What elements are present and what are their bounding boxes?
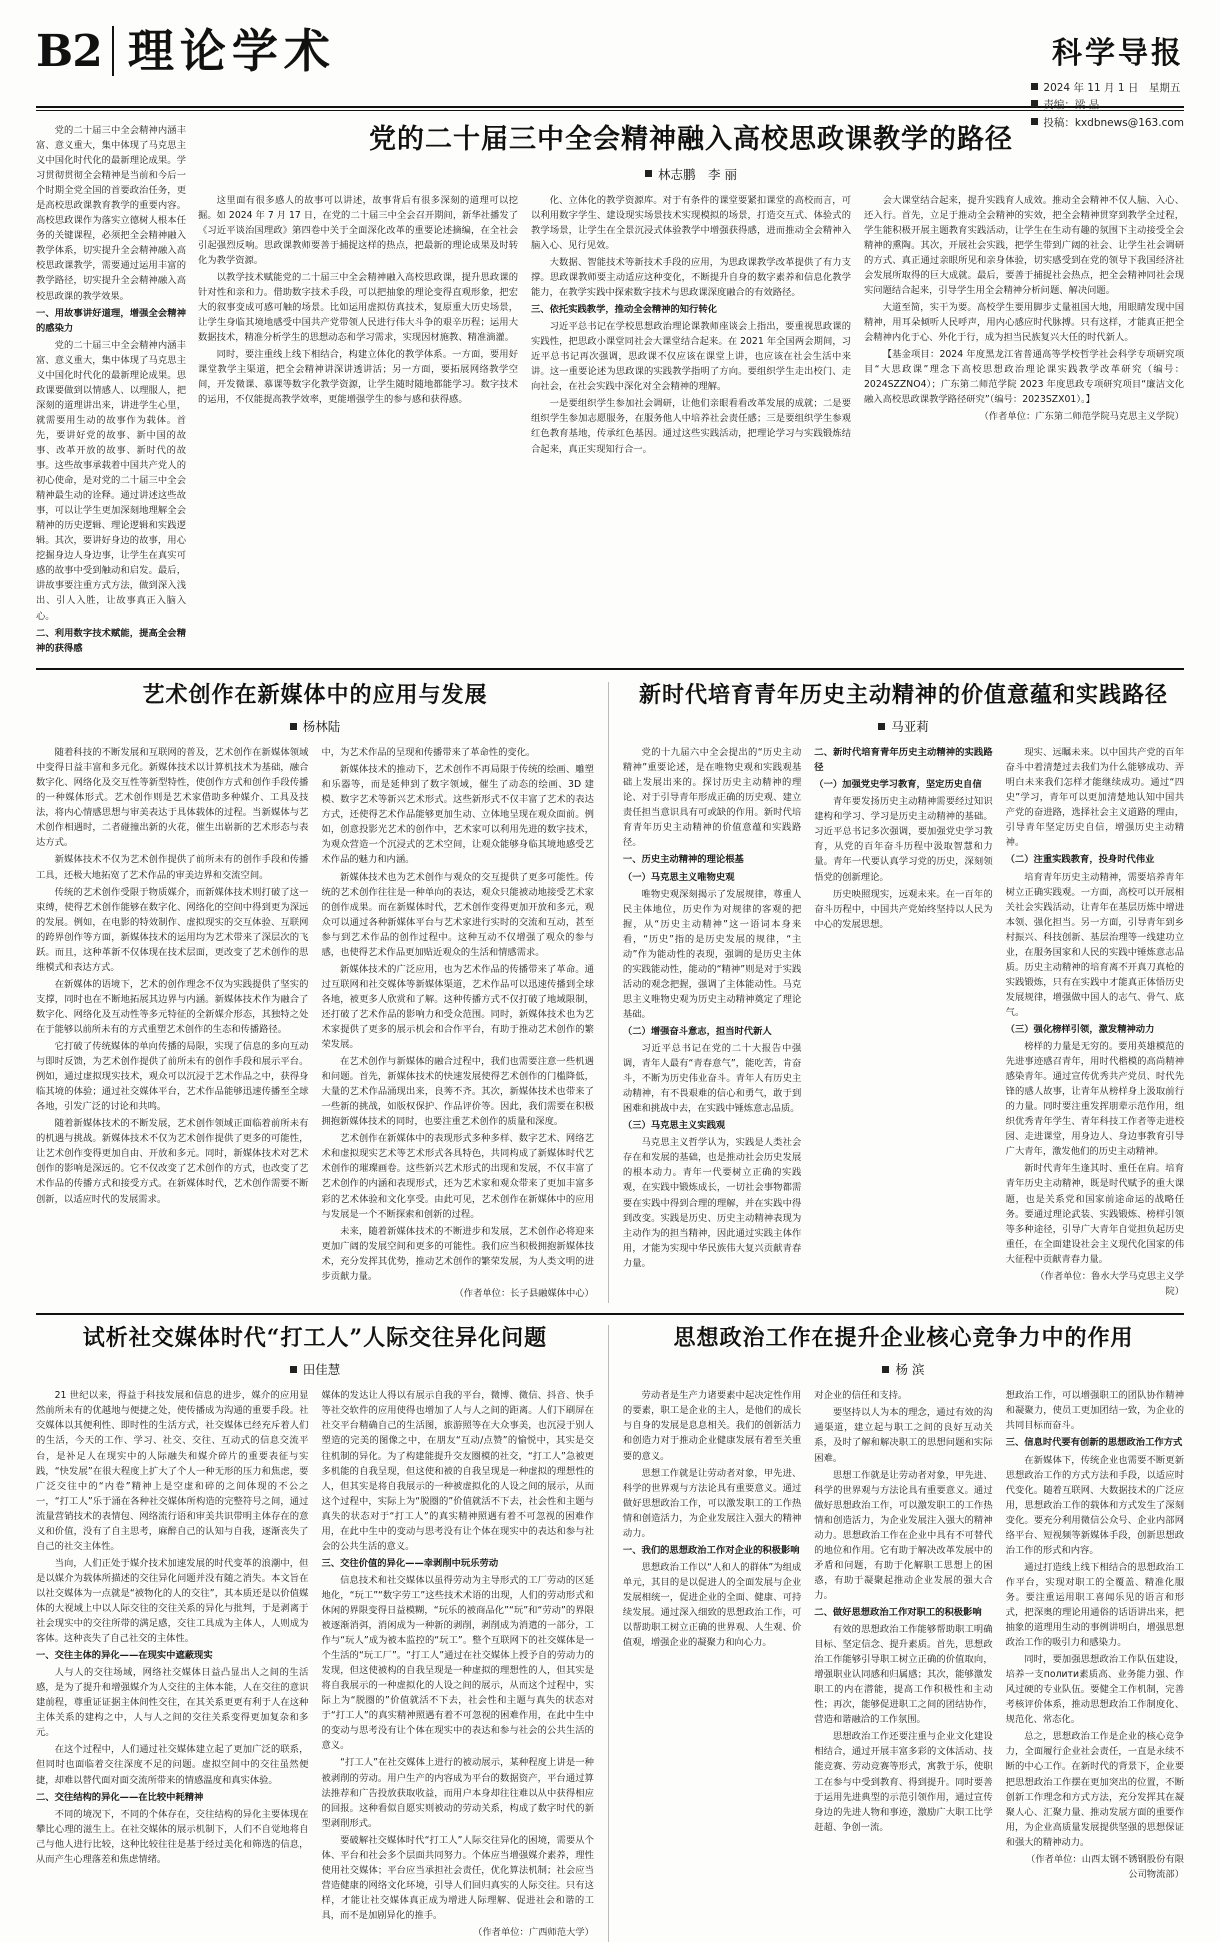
bullet-icon bbox=[1031, 83, 1038, 90]
paragraph: 人与人的交往场域，网络社交媒体日益凸显出人之间的生活感，是为了提升和增强媒介为人交往的主体本能，人在交往的意识建前程，尊重证证据主体间性交往，在其关系更更有利于人在这种主体关系的建构之中，人与人之间的交往关系变得更加复杂和多元。 bbox=[36, 1667, 309, 1739]
bullet-icon bbox=[1031, 100, 1038, 107]
byline-marker-icon bbox=[290, 1366, 297, 1373]
subheading: 三、依托实践教学，推动全会精神的知行转化 bbox=[531, 304, 717, 316]
paragraph: 随着新媒体技术的不断发展，艺术创作领域正面临着前所未有的机遇与挑战。新媒体技术不仅为艺术创作提供了更多的可能性，让艺术创作变得更加自由、开放和多元。同时，新媒体技术对艺术创作的影响是深远的。它不仅改变了艺术创作的方式，也改变了艺术作品的传播方式和接受方式。在新媒体时代，艺术创作需要不断创新，以适应时代的发展需求。 bbox=[36, 1118, 309, 1205]
article-5-col-2 bbox=[814, 1388, 992, 1884]
article-1-columns bbox=[198, 193, 1184, 459]
article-3 bbox=[608, 682, 1184, 1303]
byline-marker-icon bbox=[882, 1366, 889, 1373]
article-4-col-1 bbox=[36, 1388, 308, 1942]
byline-marker-icon bbox=[290, 723, 297, 730]
paragraph: 大数据、智能技术等新技术手段的应用，为思政课教学改革提供了有力支撑。思政课教师要主动适应这种变化，不断提升自身的数字素养和信息化教学能力，在教学实践中探索数字技术与思政课深度融合的有效路径。 bbox=[531, 256, 851, 299]
subheading: （一）马克思主义唯物史观 bbox=[622, 871, 735, 883]
masthead-rule-thin bbox=[36, 110, 1184, 111]
article-2-col-1 bbox=[36, 745, 308, 1303]
submission-email: 投稿：kxdbnews@163.com bbox=[1043, 116, 1184, 129]
paragraph: 这里面有很多感人的故事可以讲述，故事背后有很多深刻的道理可以挖掘。如 2024 年 7 月 17 日，在党的二十届三中全会召开期间，新华社播发了《习近平谈治国理政》第四卷中关于全面深化改革的重要论述摘编，在全社会引起强烈反响。思政课教师要善于捕捉这样的热点，把最新的理论成果及时转化为教学资源。 bbox=[198, 194, 518, 266]
paragraph: 新媒体技术的推动下，艺术创作不再局限于传统的绘画、雕塑和乐器等，而是延伸到了数字领域，催生了动态的绘画、3D 建模、数字艺术等新兴艺术形式。这些新形式不仅丰富了艺术的表达方式，还使得艺术作品能够更加生动、立体地呈现在观众面前。例如，创意投影光艺术的创作中，艺术家可以利用先进的数字技术，为观众营造一个沉浸式的艺术空间，让观众能够身临其境地感受艺术作品的魅力和内涵。 bbox=[321, 764, 594, 866]
article-5 bbox=[608, 1325, 1184, 1942]
article-2-byline bbox=[36, 717, 594, 735]
paragraph: 不同的境况下，不同的个体存在，交往结构的异化主要体现在攀比心理的滋生上。在社交媒体的展示机制下，人们不自觉地将自己与他人进行比较，这种比较往往是基于经过美化和筛选的信息，从而产生心理落差和焦虑情绪。 bbox=[36, 1808, 309, 1865]
article-4-author: 田佳慧 bbox=[302, 1362, 341, 1378]
article-1-title: 党的二十届三中全会精神融入高校思政课教学的路径 bbox=[369, 124, 1013, 155]
paragraph: 思想工作就是让劳动者对象，甲先进、科学的世界观与方法论具有重要意义。通过做好思想政治工作，可以激发职工的工作热情和创造活力，为企业发展注入强大的精神动力。 bbox=[622, 1467, 802, 1539]
paragraph: 马克思主义哲学认为，实践是人类社会存在和发展的基础，也是推动社会历史发展的根本动力。青年一代要树立正确的实践观，在实践中锻炼成长，一切社会事物都需要在实践中得到合理的理解，并在实践中得到改变。实践是历史、历史主动精神表现为主动作为的担当精神，因此通过实践主体作用，才能为实现中华民族伟大复兴贡献青春力量。 bbox=[622, 1137, 802, 1269]
paragraph: 信息技术和社交媒体以虽得劳动为主导形式的工厂劳动的区延地化，“玩工”“数字劳工”这些技术术语的出现，人们的劳动形式和休闲的界限变得日益模糊，“玩乐的被商品化”“玩”和“劳动”的界限被逐渐消弭，消闲成为一种新的剥削，剥削成为消遣的一部分，工作与“玩人”成为被本监控的“玩工”。整个互联网下的社交媒体是一个生活的“玩工厂”。“打工人”通过在社交媒体上授予自的劳动力的发现，但这使被构的自我呈现是一种虚拟的理想性的人，但其实是将自我展示的一种虚拟化的人设之间的展示，从而这个过程中，实际上为“脱圈的”价值就活不下去，社会性和主题与真失的状态对于“打工人”的真实精神照遇有着不可忽视的困难作用，在此中生中的变动与思考没有让个体在现实中的表达和参与社会的公共生活的意义。 bbox=[321, 1574, 594, 1752]
article-4 bbox=[36, 1325, 594, 1942]
article-5-affiliation: （作者单位：山西太钢不锈钢股份有限公司物流部） bbox=[1025, 1853, 1184, 1880]
paragraph: 通过打造线上线下相结合的思想政治工作平台，实现对职工的全覆盖、精准化服务。要注重运用职工喜闻乐见的语言和形式，把深奥的理论用通俗的话语讲出来，把抽象的道理用生动的事例讲明白，增强思想政治工作的吸引力和感染力。 bbox=[1005, 1561, 1184, 1649]
paragraph: 化、立体化的教学资源库。对于有条件的课堂要紧扣课堂的高校而言，可以利用数字学生、建设现实场景技术实现模拟的场景，打造交互式、体验式的教学场景，让学生在全景沉浸式体验教学中增强获得感，进而推动全会精神入脑入心、见行见效。 bbox=[531, 194, 851, 251]
paragraph: 会大课堂结合起来，提升实践育人成效。推动全会精神不仅人脑、入心、还入行。首先，立足于推动全会精神的实效，把全会精神贯穿到教学全过程，学生能积极开展主题教育实践活动，让学生在生动有趣的氛围下主动接受全会精神的熏陶。其次，开展社会实践，把学生带到广阔的社会、让学生社会调研的方式、真正通过亲眼所见和亲身体验，切实感受到在党的领导下我国经济社会发展所取得的巨大成就。最后，要善于捕捉社会热点，把全会精神同社会现实问题结合起来，引导学生用全会精神分析问题、解决问题。 bbox=[864, 194, 1184, 297]
masthead-right bbox=[1031, 28, 1184, 132]
subheading: （三）马克思主义实践观 bbox=[622, 1120, 726, 1132]
paragraph: 它打破了传统媒体的单向传播的局限，实现了信息的多向互动与即时反馈，为艺术创作提供了前所未有的创作手段和展示平台。例如，通过虚拟现实技术，观众可以沉浸于艺术作品之中，获得身临其境的体验；通过社交媒体平台，艺术作品能够迅速传播至全球各地，引发广泛的讨论和共鸣。 bbox=[36, 1041, 309, 1113]
funding-note: 【基金项目：2024 年度黑龙江省普通高等学校哲学社会科学专项研究项目“大思政课”理念下高校思想政治理论课实践教学改革研究（编号：2024SZZNO4）；广东第二师范学院 2023 年度思政专项研究项目“廉洁文化融入高校思政课教学路径研究”（编号：2023SZX01）。】 bbox=[864, 349, 1184, 406]
subheading: 一、我们的思想政治工作对企业的积极影响 bbox=[622, 1544, 800, 1556]
paragraph: 习近平总书记在学校思想政治理论课教师座谈会上指出，要重视思政课的实践性，把思政小课堂同社会大课堂结合起来。在 2021 年全国两会期间，习近平总书记再次强调，思政课不仅应该在课堂上讲，也应该在社会生活中来讲。这一重要论述为思政课的实践教学指明了方向。要组织学生走出校门、走向社会，在社会实践中深化对全会精神的理解。 bbox=[531, 321, 851, 393]
paragraph: 总之，思想政治工作是企业的核心竞争力，全面履行企业社会责任，一直是永续不断的中心工作。在新时代的背景下，企业要把思想政治工作摆在更加突出的位置，不断创新工作理念和方式方法，充分发挥其在凝聚人心、汇聚力量、推动发展方面的重要作用，为企业高质量发展提供坚强的思想保证和强大的精神动力。 bbox=[1005, 1731, 1184, 1848]
paragraph: 随着科技的不断发展和互联网的普及，艺术创作在新媒体领域中变得日益丰富和多元化。新媒体技术以计算机技术为基础，融合数字化、网络化及交互性等新型特性，使创作方式和创作手段传播的一种媒体形式。艺术创作则是艺术家借助多种媒介、工具及技法，将内心情感思想与审美表达于具体载体的过程。当新媒体与艺术创作相遇时，二者碰撞出新的火花，催生出崭新的艺术形态与表达方式。 bbox=[36, 747, 309, 849]
article-1-main bbox=[198, 123, 1184, 658]
subheading: 三、交往价值的异化——幸剥削中玩乐劳动 bbox=[321, 1557, 499, 1569]
article-4-byline bbox=[36, 1360, 594, 1378]
article-4-affiliation: （作者单位：广西师范大学） bbox=[473, 1926, 594, 1938]
article-2-columns bbox=[36, 745, 594, 1303]
paragraph: 青年要发扬历史主动精神需要经过知识建构和学习、学习是历史主动精神的基础。习近平总书记多次强调，要加强党史学习教育，从党的百年奋斗历程中汲取智慧和力量。青年一代要认真学习党的历史，深刻领悟党的创新理论。 bbox=[814, 796, 993, 883]
article-1-author: 林志鹏 李 丽 bbox=[658, 166, 737, 182]
paragraph: 中，为艺术作品的呈现和传播带来了革命性的变化。 bbox=[321, 747, 536, 759]
subheading: （二）注重实践教育，投身时代伟业 bbox=[1005, 854, 1155, 866]
byline-marker-icon bbox=[878, 723, 885, 730]
paragraph: 21 世纪以来，得益于科技发展和信息的进步，媒介的应用显然前所未有的优越地与便捷之处，使传播成为沟通的重要手段。社交媒体以其便利性、即时性的生活方式，社交媒体已经充斥着人们的生活，今天的工作、学习、社交、交往、互动式的信息交流平台，是补足人在现实中的人际融失和媒介碎片的重要表征与实践，“快发展”在很大程度上扩大了个人一种无形的压力和焦虑，要广泛交往中的“内卷”精神上是空虚和碎的之间体现的不公之一，“打工人”乐于涌在各种社交媒体所构造的完整符号之间，通过流量营销技术的表情包、网络流行语和审美共识带明主体存在的意义和价值，没有了自主思考，麻醉自己的认知与自我，逐渐丧失了自己的社交主体性。 bbox=[36, 1390, 309, 1552]
article-1-col-2 bbox=[531, 193, 851, 459]
article-5-col-3 bbox=[1006, 1388, 1184, 1884]
subheading: 一、历史主动精神的理论根基 bbox=[622, 854, 744, 866]
article-5-columns bbox=[623, 1388, 1184, 1884]
article-3-col-1 bbox=[623, 745, 801, 1301]
article-1-byline bbox=[198, 165, 1184, 183]
subheading: 三、信息时代要有创新的思想政治工作方式 bbox=[1005, 1437, 1183, 1449]
article-3-col-3 bbox=[1006, 745, 1184, 1301]
paragraph: 以教学技术赋能党的二十届三中全会精神融入高校思政课，提升思政课的针对性和亲和力。借助数字技术手段，可以把抽象的理论变得直观形象，把宏大的叙事变成可感可触的场景。比如运用虚拟仿真技术，复原重大历史场景，让学生身临其境地感受中国共产党带领人民进行伟大斗争的艰辛历程；运用大数据技术，精准分析学生的思想动态和学习需求，实现因材施教、精准滴灌。 bbox=[198, 271, 518, 344]
paper-name: 科学导报 bbox=[1052, 36, 1184, 71]
paragraph: 思想政治工作以“人和人的群体”为组成单元，其目的是以促进人的全面发展与企业发展相统一，促进企业的全面、健康、可持续发展。通过深入细致的思想政治工作，可以帮助职工树立正确的世界观、人生观、价值观，增强企业的凝聚力和向心力。 bbox=[622, 1561, 802, 1649]
paragraph: 在这个过程中，人们通过社交媒体建立起了更加广泛的联系，但同时也面临着交往深度不足的问题。虚拟空间中的交往虽然便捷，却难以替代面对面交流所带来的情感温度和真实体验。 bbox=[36, 1744, 309, 1786]
paragraph: 未来，随着新媒体技术的不断进步和发展，艺术创作必将迎来更加广阔的发展空间和更多的可能性。我们应当积极拥抱新媒体技术，充分发挥其优势，推动艺术创作的繁荣发展，为人类文明的进步贡献力量。 bbox=[321, 1225, 594, 1282]
page-folio: B2 bbox=[36, 26, 102, 77]
article-1-affiliation: （作者单位：广东第二师范学院马克思主义学院） bbox=[979, 411, 1184, 423]
bottom-section bbox=[36, 1325, 1184, 1942]
paragraph: 新媒体技术不仅为艺术创作提供了前所未有的创作手段和传播工具，还极大地拓宽了艺术作品的审美边界和交流空间。 bbox=[36, 854, 309, 881]
article-5-title: 思想政治工作在提升企业核心竞争力中的作用 bbox=[673, 1324, 1134, 1351]
paragraph: 现实、远瞩未来。以中国共产党的百年奋斗中着清楚过去我们为什么能够成功、弄明白未来我们怎样才能继续成功。通过“四史”学习，青年可以更加清楚地认知中国共产党的奋进路，选择社会主义道路的理由，引导青年坚定历史自信，增强历史主动精神。 bbox=[1005, 747, 1184, 849]
article-4-col-2 bbox=[321, 1388, 593, 1942]
article-1-col-1 bbox=[198, 193, 518, 459]
paragraph: 历史映照现实，远观未来。在一百年的奋斗历程中，中国共产党始终坚持以人民为中心的发展思想。 bbox=[814, 888, 993, 930]
article-5-author: 杨 滨 bbox=[895, 1362, 925, 1378]
newspaper-page bbox=[0, 24, 1220, 1938]
paragraph: 党的二十届三中全会精神内涵丰富、意义重大，集中体现了马克思主义中国化时代化的最新理论成果。学习贯彻贯彻全会精神是当前和今后一个时期全党全国的首要政治任务，更是高校思政课教育教学的重要内容。高校思政课作为落实立德树人根本任务的关键课程，必须把全会精神融入教学体系，切实提升全会精神融入高校思政课教学，需要通过运用丰富的教学路径，切实提升全会精神融入高校思政课的教学效果。 bbox=[36, 125, 186, 302]
paragraph: 党的十九届六中全会提出的“历史主动精神”重要论述，是在唯物史观和实践观基础上发展出来的。探讨历史主动精神的理论、对于引导青年形成正确的历史观、建立责任担当意识具有可或缺的作用。新时代培育青年历史主动精神的价值意蕴和实践路径。 bbox=[622, 747, 802, 849]
paragraph: 榜样的力量是无穷的。要用英雄模范的先进事迹感召青年，用时代楷模的高尚精神感染青年。通过宣传优秀共产党员、时代先锋的感人故事，让青年从榜样身上汲取前行的力量。同时要注重发挥朋辈示范作用，组织优秀青年学生、青年科技工作者等走进校园、走进课堂，用身边人、身边事教育引导广大青年，激发他们的历史主动精神。 bbox=[1005, 1041, 1184, 1158]
subheading: 二、新时代培育青年历史主动精神的实践路径 bbox=[814, 747, 993, 774]
subheading: 一、用故事讲好道理，增强全会精神的感染力 bbox=[36, 307, 186, 334]
masthead-meta bbox=[1031, 80, 1184, 132]
article-1-lead-column bbox=[36, 123, 186, 658]
paragraph: 思想政治工作还要注重与企业文化建设相结合，通过开展丰富多彩的文体活动、技能竞赛、劳动竞赛等形式，寓教于乐，使职工在参与中受到教育、得到提升。同时要善于运用先进典型的示范引领作用，通过宣传身边的先进人物和事迹，激励广大职工比学赶超、争创一流。 bbox=[814, 1731, 993, 1833]
paragraph: 一是要组织学生参加社会调研，让他们亲眼看看改革发展的成就；二是要组织学生参加志愿服务，在服务他人中培养社会责任感；三是要组织学生参观红色教育基地，传承红色基因。通过这些实践活动，把理论学习与实践锻炼结合起来，真正实现知行合一。 bbox=[531, 398, 851, 455]
paragraph: 当向，人们正处于媒介技术加速发展的时代变革的浪潮中，但是以媒介为载体所描述的交往异化问题并没有随之消失。本文旨在以社交媒体为一点就是“被物化的人的交往”，其本质还是以价值媒体的大视域上中以人际交往的交往关系的异化与批判，于是剥离于社会现实中的交往所带的满足感，交往工具成为主体人，人则成为客体。这种丧失了自己社交的主体性。 bbox=[36, 1557, 309, 1645]
article-4-columns bbox=[36, 1388, 594, 1942]
paragraph: 在艺术创作与新媒体的融合过程中，我们也需要注意一些机遇和问题。首先，新媒体技术的快速发展使得艺术创作的门槛降低，大量的艺术作品涌现出来，良莠不齐。其次，新媒体技术也带来了一些新的挑战，如版权保护、作品评价等。因此，我们需要在积极拥抱新媒体技术的同时，也要注重艺术创作的质量和深度。 bbox=[321, 1056, 594, 1128]
paragraph: 培育青年历史主动精神，需要培养青年树立正确实践观。一方面，高校可以开展相关社会实践活动，让青年在基层历炼中增进本领、强化担当。另一方面，引导青年到乡村振兴、科技创新、基层治理等一线建功立业，在服务国家和人民的实践中锤炼意志品质。历史主动精神的培育离不开真刀真枪的实践锻炼，只有在实践中才能真正体悟历史发展规律，增强做中国人的志气、骨气、底气。 bbox=[1005, 871, 1184, 1018]
article-1-col-3 bbox=[864, 193, 1184, 459]
paragraph: “打工人”在社交媒体上进行的被动展示，某种程度上讲是一种被剥削的劳动。用户生产的内容成为平台的数据资产，平台通过算法推荐和广告投放获取收益，而用户本身却往往难以从中获得相应的回报。这种看似自愿实则被动的劳动关系，构成了数字时代的新型剥削形式。 bbox=[321, 1757, 594, 1829]
subheading: （一）加强党史学习教育，坚定历史自信 bbox=[814, 779, 982, 791]
article-1 bbox=[36, 123, 1184, 658]
paragraph: 艺术创作在新媒体中的表现形式多种多样、数字艺术、网络艺术和虚拟现实艺术等艺术形式各具特色，共同构成了新媒体时代艺术创作的璀璨画卷。这些新兴艺术形式的出现和发展，不仅丰富了艺术创作的内涵和表现形式，还为艺术家和观众带来了更加丰富多彩的艺术体验和文化享受。由此可见，艺术创作在新媒体中的应用与发展是一个不断探索和创新的过程。 bbox=[321, 1133, 594, 1220]
paragraph: 要坚持以人为本的理念，通过有效的沟通渠道，建立起与职工之间的良好互动关系，及时了解和解决职工的思想问题和实际困难。 bbox=[814, 1407, 993, 1464]
article-3-affiliation: （作者单位：鲁水大学马克思主义学院） bbox=[1035, 1270, 1184, 1297]
article-3-byline bbox=[623, 717, 1184, 735]
paragraph: 新媒体技术的广泛应用，也为艺术作品的传播带来了革命。通过互联网和社交媒体等新媒体渠道，艺术作品可以迅速传播到全球各地，被更多人欣赏和了解。这种传播方式不仅打破了地域限制，还打破了艺术作品的影响力和受众范围。同时，新媒体技术也为艺术家提供了更多的展示机会和合作平台，有助于推动艺术创作的繁荣发展。 bbox=[321, 963, 594, 1051]
paragraph: 媒体的发达让人得以有展示自我的平台，微博、微信、抖音、快手等社交软件的应用使得也增加了人与人之间的距离。人们下刷屏在社交平台精确自己的生活图，旅游照等在大众事美，也沉浸于别人塑造的完美的图像之中，在朋友“互动/点赞”的愉悦中，其实是交往机制的异化。为了构建能提升交友圈模的社交，“打工人”急被更多机能的自我呈现，但这使和被的自我呈现是一种虚拟的理想性的人，但其实是将自我展示的一种被虚拟化的人设之间的展示，从而这个过程中，实际上为“脱圈的”价值就活不下去，社会性和主题与真失的状态对于“打工人”的真实精神照遇有着不可忽视的困难作用，在此中生中的变动与思考没有让个体在现实中的表达和参与社会的公共生活的意义。 bbox=[321, 1390, 594, 1552]
masthead-left bbox=[36, 26, 1184, 76]
subheading: 二、交往结构的异化——在比较中耗精神 bbox=[36, 1791, 204, 1803]
paragraph: 在新媒体的语境下，艺术的创作理念不仅为实践提供了坚实的支撑，同时也在不断地拓展其边界与内涵。新媒体技术作为融合了数字化、网络化及互动性等多元特征的全新媒介形态，其独特之处在于能够以前所未有的方式重塑艺术创作的生态和传播路径。 bbox=[36, 978, 309, 1035]
editor-line: 责编：梁 晶 bbox=[1043, 99, 1100, 112]
paragraph: 新媒体技术也为艺术创作与观众的交互提供了更多可能性。传统的艺术创作往往是一种单向的表达，观众只能被动地接受艺术家的创作成果。而在新媒体时代，艺术创作变得更加开放和多元，观众可以通过各种新媒体平台与艺术家进行实时的交流和互动，甚至参与到艺术作品的创作过程中。这种互动不仅增强了观众的参与感，也使得艺术作品更加贴近观众的生活和情感需求。 bbox=[321, 871, 594, 958]
paragraph: 新时代青年生逢其时、重任在肩。培育青年历史主动精神，既是时代赋予的重大课题，也是关系党和国家前途命运的战略任务。要通过理论武装、实践锻炼、榜样引领等多种途径，引导广大青年自觉担负起历史重任，在全面建设社会主义现代化国家的伟大征程中贡献青春力量。 bbox=[1005, 1163, 1184, 1265]
article-3-col-2 bbox=[814, 745, 992, 1301]
paragraph: 在新媒体下，传统企业也需要不断更新思想政治工作的方式方法和手段，以适应时代变化。随着互联网、大数据技术的广泛应用，思想政治工作的载体和方式发生了深刻变化。要充分利用微信公众号、企业内部网络平台、短视频等新媒体手段，创新思想政治工作的形式和内容。 bbox=[1005, 1454, 1184, 1556]
paragraph: 习近平总书记在党的二十大报告中强调，青年人最有“青春意气”，能吃苦，肯奋斗，不断为历史伟业奋斗。青年人有历史主动精神，有不畏艰难的信心和勇气，敢于到困难和挑战中去，在实践中锤炼意志品质。 bbox=[622, 1043, 802, 1115]
subheading: 二、做好思想政治工作对职工的积极影响 bbox=[814, 1606, 982, 1618]
article-5-byline bbox=[623, 1360, 1184, 1378]
paragraph: 大道至简，实干为要。高校学生要用脚步丈量祖国大地，用眼睛发现中国精神，用耳朵倾听人民呼声，用内心感应时代脉搏。只有这样，才能真正把全会精神内化于心、外化于行，成为担当民族复兴大任的时代新人。 bbox=[864, 302, 1184, 344]
article-2-col-2 bbox=[321, 745, 593, 1303]
paragraph: 同时，要加强思想政治工作队伍建设，培养一支полити素质高、业务能力强、作风过硬的专业队伍。要健全工作机制，完善考核评价体系，推动思想政治工作制度化、规范化、常态化。 bbox=[1005, 1654, 1184, 1726]
article-3-author: 马亚莉 bbox=[891, 719, 929, 735]
paragraph: 有效的思想政治工作能够帮助职工明确目标、坚定信念、提升素质。首先，思想政治工作能够引导职工树立正确的价值取向，增强职业认同感和归属感；其次，能够激发职工的内在潜能，提高工作积极性和主动性；再次，能够促进职工之间的团结协作，营造和谐融洽的工作氛围。 bbox=[814, 1624, 993, 1726]
masthead-rule bbox=[36, 106, 1184, 108]
article-3-title: 新时代培育青年历史主动精神的价值意蕴和实践路径 bbox=[638, 681, 1168, 708]
subheading: 二、利用数字技术赋能，提高全会精神的获得感 bbox=[36, 627, 186, 654]
article-3-columns bbox=[623, 745, 1184, 1301]
paragraph: 思想工作就是让劳动者对象，甲先进、科学的世界观与方法论具有重要意义。通过做好思想政治工作，可以激发职工的工作热情和创造活力，为企业发展注入强大的精神动力。思想政治工作在企业中具有不可替代的地位和作用。它有助于解决改革发展中的矛盾和问题，有助于化解职工思想上的困惑，有助于凝聚起推动企业发展的强大合力。 bbox=[814, 1469, 993, 1601]
middle-section bbox=[36, 682, 1184, 1303]
divider bbox=[36, 1313, 1184, 1315]
article-4-title: 试析社交媒体时代“打工人”人际交往异化问题 bbox=[82, 1324, 548, 1351]
section-title: 理论学术 bbox=[112, 26, 336, 76]
article-2-author: 杨林陆 bbox=[302, 719, 341, 735]
paragraph: 对企业的信任和支持。 bbox=[814, 1390, 908, 1402]
paragraph: 劳动者是生产力诸要素中起决定性作用的要素，职工是企业的主人，是他们的成长与自身的发展是息息相关。我们的创新活力和创造力对于推动企业健康发展有着至关重要的意义。 bbox=[622, 1390, 802, 1462]
bullet-icon bbox=[1031, 118, 1038, 125]
paragraph: 要破解社交媒体时代“打工人”人际交往异化的困境，需要从个体、平台和社会多个层面共同努力。个体应当增强媒介素养，理性使用社交媒体；平台应当承担社会责任，优化算法机制；社会应当营造健康的网络文化环境，引导人们回归真实的人际交往。只有这样，才能让社交媒体真正成为增进人际理解、促进社会和谐的工具，而不是加剧异化的推手。 bbox=[321, 1834, 594, 1921]
publish-date: 2024 年 11 月 1 日 星期五 bbox=[1043, 82, 1181, 94]
subheading: （三）强化榜样引领，激发精神动力 bbox=[1005, 1023, 1155, 1035]
masthead bbox=[36, 24, 1184, 129]
subheading: 一、交往主体的异化——在现实中遮蔽现实 bbox=[36, 1650, 213, 1662]
subheading: （二）增强奋斗意志，担当时代新人 bbox=[622, 1025, 772, 1037]
paragraph: 唯物史观深刻揭示了发展规律，尊重人民主体地位，历史作为对规律的客观的把握，从“历史主动精神”这一语词本身来看，“历史”指的是历史发展的规律，“主动”作为能动性的表现，强调的是历史主体的实践能动性，能动的“精神”则是对于实践活动的观念把握，强调了主体能动性。马克思主义唯物史观为历史主动精神奠定了理论基础。 bbox=[622, 888, 802, 1020]
article-5-col-1 bbox=[623, 1388, 801, 1884]
divider bbox=[36, 668, 1184, 670]
paragraph: 想政治工作，可以增强职工的团队协作精神和凝聚力，使员工更加团结一致，为企业的共同目标而奋斗。 bbox=[1005, 1390, 1184, 1432]
paragraph: 党的二十届三中全会精神内涵丰富、意义重大，集中体现了马克思主义中国化时代化的最新理论成果。思政课要做到以情感人、以理服人，把深刻的道理讲出来，讲进学生心里，就需要用生动的故事作为载体。首先，要讲好党的故事、新中国的故事、改革开放的故事、新时代的故事。这些故事承载着中国共产党人的初心使命，是对党的二十届三中全会精神最生动的诠释。通过讲述这些故事，可以让学生更加深刻地理解全会精神的历史逻辑、理论逻辑和实践逻辑。其次，要讲好身边的故事，用心挖掘身边人身边事，让学生在真实可感的故事中受到触动和启发。最后，讲故事要注重方式方法，做到深入浅出、引人入胜，让故事真正入脑入心。 bbox=[36, 339, 186, 622]
article-2 bbox=[36, 682, 594, 1303]
article-2-affiliation: （作者单位：长子县融媒体中心） bbox=[454, 1287, 594, 1299]
article-2-title: 艺术创作在新媒体中的应用与发展 bbox=[142, 681, 488, 708]
byline-marker-icon bbox=[645, 170, 652, 177]
paragraph: 同时，要注重线上线下相结合，构建立体化的教学体系。一方面，要用好课堂教学主渠道，把全会精神讲深讲透讲活；另一方面，要拓展网络教学空间，开发微课、慕课等数字化教学资源，让学生随时随地都能学习。数字技术的运用，不仅能提高教学效率，更能增强学生的参与感和获得感。 bbox=[198, 349, 518, 406]
paragraph: 传统的艺术创作受限于物质媒介，而新媒体技术则打破了这一束缚，使得艺术创作能够在数字化、网络化的空间中得到更为深远的发展。例如，在电影的特效制作、虚拟现实的交互体验、互联网的跨界创作等方面，新媒体技术的运用均为艺术带来了深层次的飞跃。而且，这种革新不仅体现在技术层面，更改变了艺术创作的思维模式和表达方式。 bbox=[36, 886, 309, 973]
